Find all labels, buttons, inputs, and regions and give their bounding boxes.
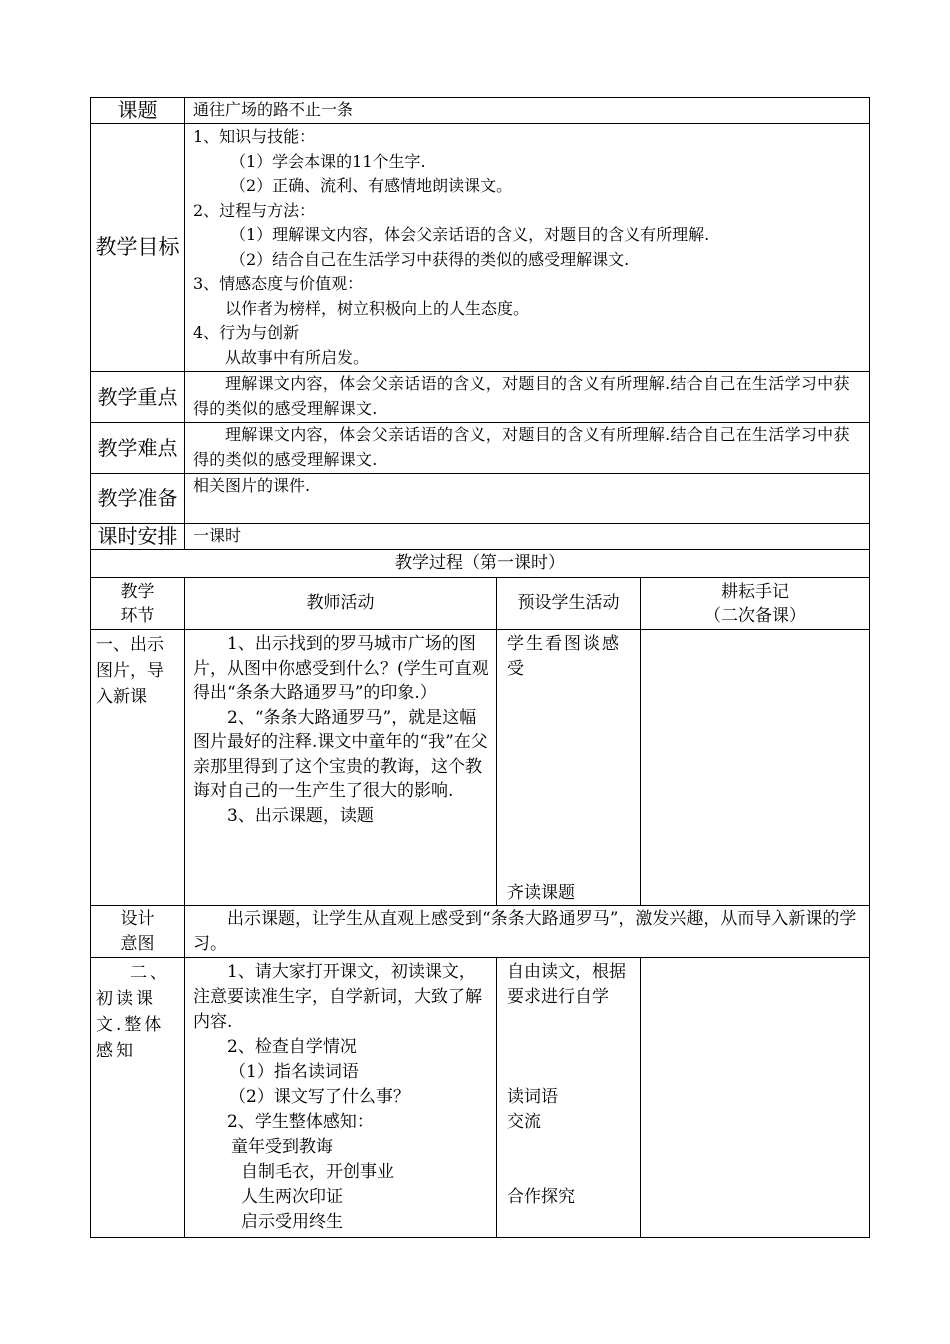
schedule-row xyxy=(91,524,870,550)
stage2-notes xyxy=(641,958,870,1238)
objective-line: （2）结合自己在生活学习中获得的类似的感受理解课文. xyxy=(230,249,630,269)
stage2-student-4: 合作探究 xyxy=(507,1187,575,1207)
student-header: 预设学生活动 xyxy=(497,578,641,630)
objective-line: （1）学会本课的11个生字. xyxy=(230,151,426,171)
lesson-plan xyxy=(90,97,869,1238)
stage2-teacher-p3: （1）指名读词语 xyxy=(229,1062,359,1082)
stage1-teacher-p1: 1、出示找到的罗马城市广场的图片，从图中你感受到什么？(学生可直观得出“条条大路通罗马”的印象.） xyxy=(193,634,489,703)
stage2-teacher-p4: （2）课文写了什么事？ xyxy=(229,1087,410,1107)
stage2-label: 二、初读课文.整体感知 xyxy=(91,958,185,1238)
stage-header: 教学环节 xyxy=(120,581,155,626)
stage2-teacher-p8: 人生两次印证 xyxy=(241,1187,343,1207)
stage2-teacher-p5: 2、学生整体感知： xyxy=(227,1112,374,1132)
objectives-row xyxy=(91,124,870,372)
stage1-notes xyxy=(641,630,870,906)
key-points-text: 理解课文内容，体会父亲话语的含义，对题目的含义有所理解.结合自己在生活学习中获得的类似的感受理解课文. xyxy=(193,374,850,418)
stage1-student-2: 齐读课题 xyxy=(507,882,575,903)
difficulties-row xyxy=(91,423,870,474)
stage2-student-3: 交流 xyxy=(507,1112,541,1132)
design-label: 设计意图 xyxy=(120,909,155,954)
topic-value: 通往广场的路不止一条 xyxy=(193,100,354,120)
stage2-teacher-p1: 1、请大家打开课文，初读课文，注意要读准生字，自学新词，大致了解内容. xyxy=(193,962,482,1032)
lesson-plan-table xyxy=(90,97,870,1238)
objectives-label: 教学目标 xyxy=(91,124,185,372)
schedule-label: 课时安排 xyxy=(91,524,185,550)
objective-line: 1、知识与技能： xyxy=(193,127,316,146)
objective-line: 3、情感态度与价值观： xyxy=(193,274,364,293)
stage2-teacher-p9: 启示受用终生 xyxy=(241,1212,343,1232)
design-text: 出示课题，让学生从直观上感受到“条条大路通罗马”，激发兴趣，从而导入新课的学习。 xyxy=(193,909,857,954)
stage1-teacher-p3: 3、出示课题，读题 xyxy=(227,805,374,826)
preparation-label: 教学准备 xyxy=(91,474,185,524)
stage2-teacher-p2: 2、检查自学情况 xyxy=(227,1037,357,1057)
process-title-row xyxy=(91,550,870,578)
objective-line: 2、过程与方法： xyxy=(193,200,316,220)
stage1-teacher-p2: 2、“条条大路通罗马”，就是这幅图片最好的注释.课文中童年的“我”在父亲那里得到了这个宝贵的教诲，这个教诲对自己的一生产生了很大的影响. xyxy=(193,707,488,801)
process-title: 教学过程（第一课时） xyxy=(91,550,870,578)
notes-header-line1: 耕耘手记 xyxy=(721,581,789,602)
topic-row xyxy=(91,98,870,124)
stage1-label: 一、出示图片，导入新课 xyxy=(91,630,185,906)
objective-line: （1）理解课文内容，体会父亲话语的含义，对题目的含义有所理解. xyxy=(230,225,710,244)
teacher-header: 教师活动 xyxy=(185,578,497,630)
topic-label: 课题 xyxy=(91,98,185,124)
stage2-teacher-p6: 童年受到教诲 xyxy=(231,1137,333,1157)
difficulties-label: 教学难点 xyxy=(91,423,185,474)
stage2-student-2: 读词语 xyxy=(507,1087,558,1107)
process-header-row xyxy=(91,578,870,630)
difficulties-text: 理解课文内容，体会父亲话语的含义，对题目的含义有所理解.结合自己在生活学习中获得的类似的感受理解课文. xyxy=(193,425,850,469)
stage2-teacher-p7: 自制毛衣，开创事业 xyxy=(241,1162,394,1182)
preparation-row xyxy=(91,474,870,524)
notes-header-line2: （二次备课） xyxy=(704,605,806,626)
design-row xyxy=(91,906,870,958)
objective-line: 从故事中有所启发。 xyxy=(225,347,370,367)
key-points-row xyxy=(91,372,870,423)
objective-line: 以作者为榜样，树立积极向上的人生态度。 xyxy=(225,298,530,318)
stage2-student-1: 自由读文，根据要求进行自学 xyxy=(507,962,626,1007)
stage1-student-1: 学生看图谈感受 xyxy=(507,634,621,679)
objective-line: 4、行为与创新 xyxy=(193,323,300,342)
stage2-row xyxy=(91,958,870,1238)
preparation-text: 相关图片的课件. xyxy=(193,476,311,495)
schedule-text: 一课时 xyxy=(193,526,242,546)
objective-line: （2）正确、流利、有感情地朗读课文。 xyxy=(230,176,513,195)
stage1-row xyxy=(91,630,870,906)
key-points-label: 教学重点 xyxy=(91,372,185,423)
